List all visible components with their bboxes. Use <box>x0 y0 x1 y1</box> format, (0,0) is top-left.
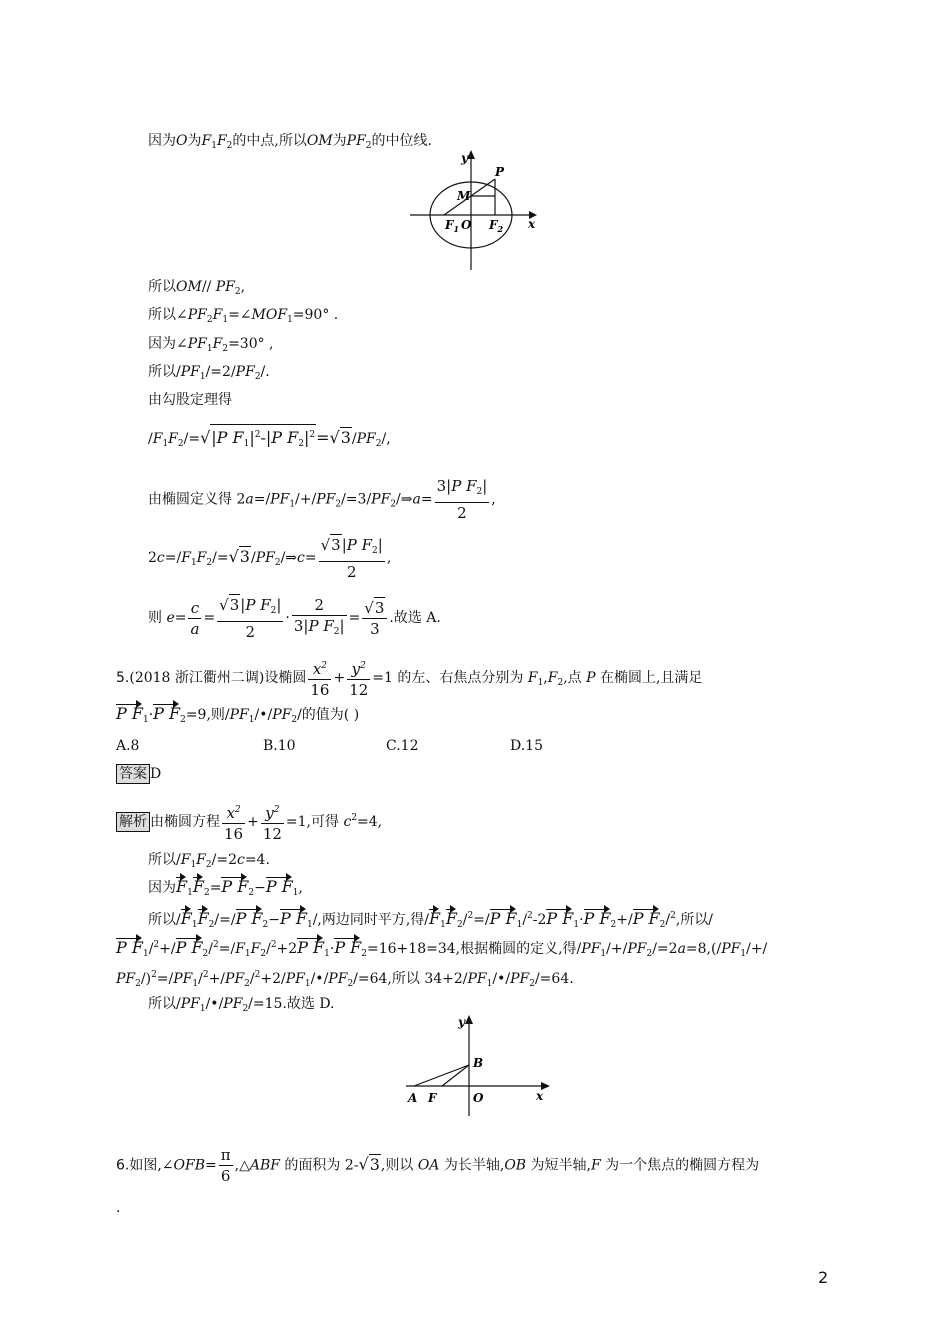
math-line: $2c=/F_1F_2/=√3/PF_2/\Rightarrow c=$ $\frac{√3|P F_2|}{2}$ , <box>148 536 392 581</box>
option-d: D.15 <box>510 738 543 754</box>
triangle-figure <box>400 1010 560 1120</box>
question-number: 5. <box>116 670 130 686</box>
analysis-line-3: 因为$F_1F_2=P$ $F_2-P$ $F_1$, <box>148 877 303 898</box>
analysis-line-2: 所以$/F_1F_2/=2c=4$. <box>148 852 270 870</box>
answer-line <box>116 764 161 784</box>
text-line: 所以$\angle PF_2F_1=\angle MOF_1=90^\circ$ . <box>148 307 339 325</box>
math-line: 由椭圆定义得 $2a=/PF_1/+/PF_2/=3/PF_2/\Rightarrow a=$ $\frac{3|P F_2|}{2}$ , <box>148 477 496 522</box>
label-O: O <box>473 1091 484 1105</box>
question-5-stem2: P $F_1\cdot P$ $F_2=9$,则$/PF_1/•/PF_2/$的值为( ) <box>116 704 360 725</box>
label-M: M <box>457 189 471 203</box>
label-x: x <box>528 217 536 231</box>
page-number: 2 <box>818 1268 829 1287</box>
text-line: 所以$/PF_1/=2/PF_2/$. <box>148 364 270 382</box>
math-line: 则 e= $\frac{c}{a}$ = $\frac{√3|P F_2|}{2}$ · $\frac{2}{3|P F_2|}$ = $\frac{√3}{3}$ .故选 A. <box>148 595 441 641</box>
label-F1: $F_1$ <box>445 218 460 234</box>
label-P: P <box>495 165 505 179</box>
answer-value: D <box>150 766 162 782</box>
label-F: F <box>428 1091 437 1105</box>
text-line: 所以OM// $PF_2$, <box>148 279 246 297</box>
text-line: 因为O为$F_1F_2$的中点,所以OM为$PF_2$的中位线. <box>148 133 432 151</box>
label-B: B <box>473 1056 484 1070</box>
math-line: $/F_1F_2/=√|P$ $F_1|^2-|P$ $F_2|^2=√3/PF_2/$, <box>148 424 391 454</box>
option-a: A.8 <box>116 738 140 754</box>
analysis-line-7: 所以$/PF_1/•/PF_2/=15$.故选 D. <box>148 996 335 1014</box>
label-A: A <box>408 1091 418 1105</box>
label-y: y <box>458 1015 465 1029</box>
text-line: 由勾股定理得 <box>148 392 232 408</box>
question-6-stem: 6.如图,∠OFB= $\frac{\pi}{6}$ ,△ABF 的面积为 2-√3,则以 OA 为长半轴,OB 为短半轴,F 为一个焦点的椭圆方程为 <box>116 1146 760 1185</box>
label-O: O <box>461 218 472 232</box>
label-y: y <box>461 151 468 165</box>
analysis-line-5: P $F_1/^2+/P$ $F_2/^2=/F_1F_2/^2+2P$ $F_1\cdot P$ $F_2=16+18=34$,根据椭圆的定义,得$/PF_1/+/PF_2/=2a=8,(/PF_1/+/$ <box>116 938 768 959</box>
option-c: C.12 <box>386 738 419 754</box>
label-x: x <box>536 1089 544 1103</box>
question-5-stem: 5.(2018 浙江衢州二调)设椭圆 $\frac{x^2}{16}$ + $\frac{y^2}{12}$ =1 的左、右焦点分别为 $F_1,F_2$,点 P 在椭圆上,且满足 <box>116 656 702 700</box>
analysis-line-6: $PF_2/)^2=/PF_1/^2+/PF_2/^2+2/PF_1/•/PF_2/=64$,所以 $34+2/PF_1/•/PF_2/=64$. <box>116 970 574 989</box>
text-line: 因为$\angle PF_1F_2=30^\circ$ , <box>148 336 274 354</box>
ellipse-figure <box>405 148 545 273</box>
question-number: 6. <box>116 1157 130 1174</box>
answer-blank: . <box>116 1200 121 1216</box>
analysis-line-1: 解析 由椭圆方程 $\frac{x^2}{16}$ + $\frac{y^2}{12}$ =1,可得 $c^2=4$, <box>116 800 382 844</box>
option-b: B.10 <box>263 738 296 754</box>
answer-tag: 答案 <box>116 764 150 784</box>
analysis-line-4: 所以$/F_1F_2/=/P$ $F_2-P$ $F_1/$,两边同时平方,得$/F_1F_2/^2=/P$ $F_1/^2-2P$ $F_1\cdot P$ $F_2+/P$ $F_2/^2$,所以/ <box>148 909 713 930</box>
analysis-tag: 解析 <box>116 812 150 832</box>
label-F2: $F_2$ <box>489 218 504 234</box>
